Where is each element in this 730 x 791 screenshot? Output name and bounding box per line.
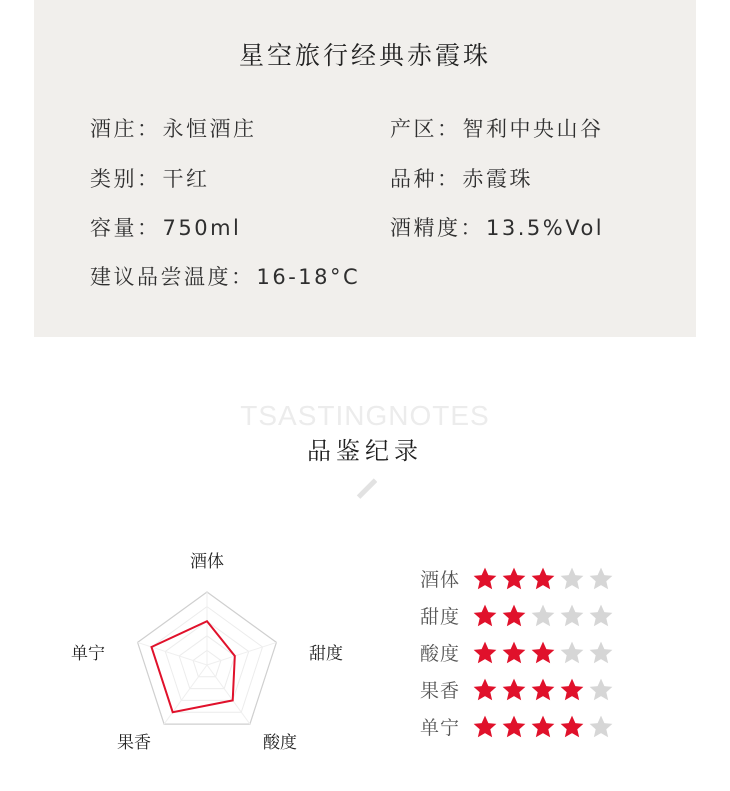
radar-axis-label: 果香: [117, 733, 151, 753]
star-filled-icon: [501, 603, 527, 629]
ghost-heading: TSASTINGNOTES: [240, 400, 490, 431]
star-empty-icon: [588, 640, 614, 666]
rating-row: [420, 634, 660, 671]
star-filled-icon: [501, 714, 527, 740]
star-filled-icon: [530, 640, 556, 666]
star-filled-icon: [559, 714, 585, 740]
spec-separator: ：: [137, 167, 161, 191]
spec-winery-label: 酒庄: [90, 117, 137, 141]
star-filled-icon: [530, 677, 556, 703]
rating-label: 酸度: [420, 643, 461, 665]
spec-serving-temp-label: 建议品尝温度: [90, 265, 231, 289]
product-info-panel: [34, 0, 696, 337]
star-filled-icon: [472, 640, 498, 666]
spec-winery: [90, 113, 257, 143]
star-rating: [472, 714, 614, 740]
rating-label: 果香: [420, 680, 461, 702]
radar-chart: [70, 540, 350, 780]
rating-row: [420, 560, 660, 597]
rating-row: [420, 708, 660, 745]
star-empty-icon: [588, 714, 614, 740]
spec-separator: ：: [460, 216, 484, 240]
star-filled-icon: [501, 677, 527, 703]
radar-axis-label: 单宁: [71, 644, 105, 664]
spec-varietal-value: 赤霞珠: [462, 167, 533, 191]
spec-separator: ：: [437, 117, 461, 141]
star-filled-icon: [530, 714, 556, 740]
star-filled-icon: [501, 566, 527, 592]
star-empty-icon: [588, 677, 614, 703]
star-rating: [472, 603, 614, 629]
spec-category: [90, 163, 210, 193]
spec-abv: [390, 212, 604, 242]
spec-region: [390, 113, 604, 143]
spec-varietal-label: 品种: [390, 167, 437, 191]
star-rating: [472, 640, 614, 666]
rating-list: [420, 560, 660, 745]
star-filled-icon: [472, 714, 498, 740]
star-empty-icon: [530, 603, 556, 629]
spec-region-value: 智利中央山谷: [462, 117, 604, 141]
spec-volume-value: 750ml: [162, 216, 242, 240]
spec-volume-label: 容量: [90, 216, 137, 240]
radar-axis-label: 酸度: [263, 733, 297, 753]
star-filled-icon: [501, 640, 527, 666]
spec-abv-value: 13.5%Vol: [486, 216, 605, 240]
rating-label: 甜度: [420, 606, 461, 628]
spec-region-label: 产区: [390, 117, 437, 141]
spec-category-value: 干红: [162, 167, 210, 191]
spec-serving-temp: [90, 261, 360, 291]
radar-axis-label: 甜度: [309, 644, 343, 664]
spec-serving-temp-value: 16-18°C: [256, 265, 361, 289]
spec-varietal: [390, 163, 533, 193]
spec-separator: ：: [137, 117, 161, 141]
star-filled-icon: [472, 566, 498, 592]
spec-abv-label: 酒精度: [390, 216, 461, 240]
rating-row: [420, 671, 660, 708]
star-filled-icon: [472, 677, 498, 703]
divider-pen-icon: [355, 478, 377, 500]
rating-row: [420, 597, 660, 634]
spec-separator: ：: [437, 167, 461, 191]
star-empty-icon: [559, 603, 585, 629]
spec-category-label: 类别: [90, 167, 137, 191]
product-title: 星空旅行经典赤霞珠: [238, 41, 491, 70]
star-empty-icon: [559, 566, 585, 592]
radar-axis-label: 酒体: [190, 552, 224, 572]
spec-winery-value: 永恒酒庄: [162, 117, 257, 141]
tasting-section-title: 品鉴纪录: [307, 437, 423, 465]
spec-separator: ：: [137, 216, 161, 240]
spec-volume: [90, 212, 241, 242]
star-filled-icon: [472, 603, 498, 629]
star-empty-icon: [588, 566, 614, 592]
star-rating: [472, 677, 614, 703]
star-filled-icon: [559, 677, 585, 703]
rating-label: 酒体: [420, 569, 461, 591]
rating-label: 单宁: [420, 717, 461, 739]
spec-separator: ：: [231, 265, 255, 289]
star-rating: [472, 566, 614, 592]
star-filled-icon: [530, 566, 556, 592]
star-empty-icon: [559, 640, 585, 666]
star-empty-icon: [588, 603, 614, 629]
